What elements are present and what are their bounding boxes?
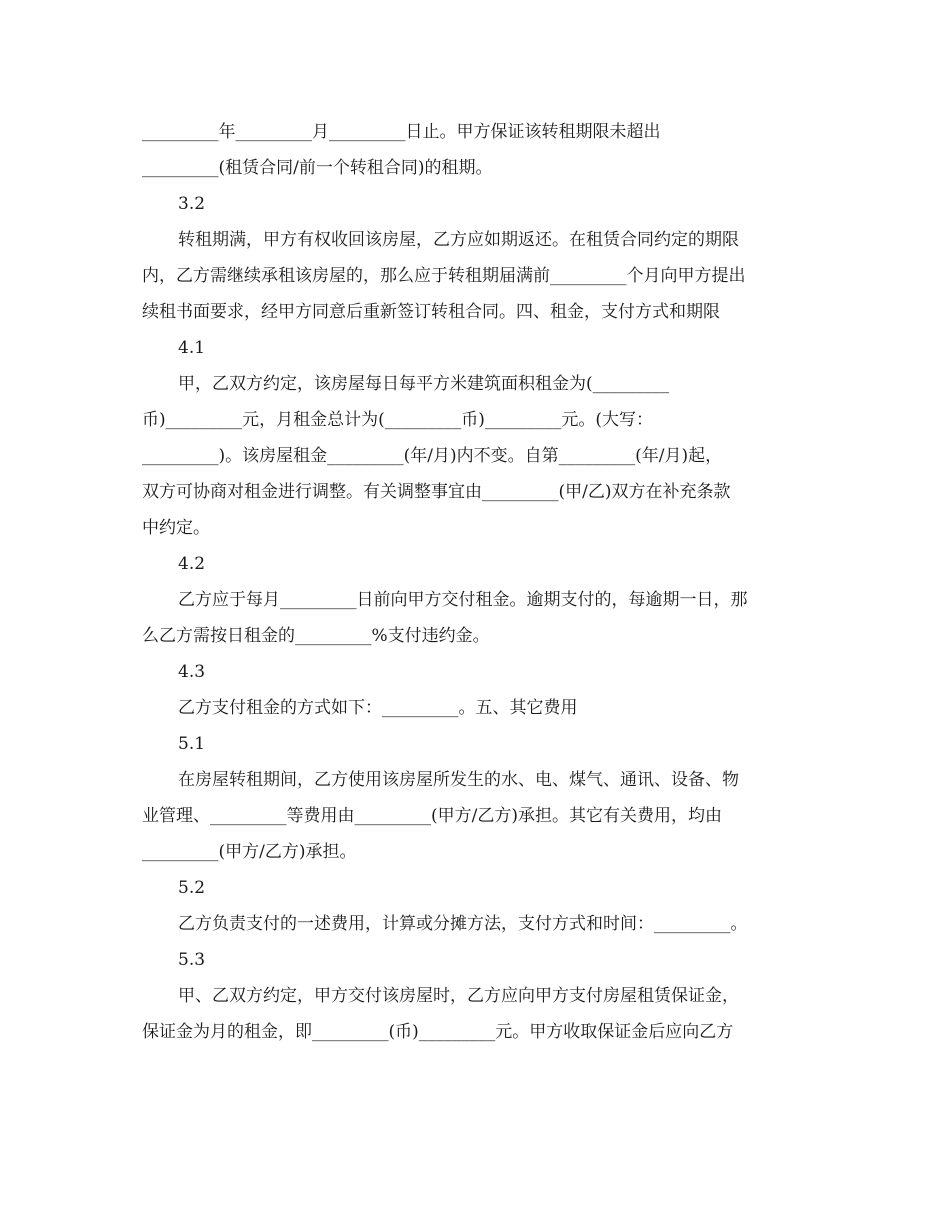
clause-number: 3.2 [178,194,206,214]
text-line: 内，乙方需继续承租该房屋的，那么应于转租期届满前_________个月向甲方提出 [142,266,746,286]
text-line: _________(租赁合同/前一个转租合同)的租期。 [142,158,493,178]
text-line: 保证金为月的租金，即_________(币)_________元。甲方收取保证金后应向乙方 [142,1022,734,1042]
clause-number: 5.1 [178,734,206,754]
text-line: 币)_________元，月租金总计为(_________币)_________元。(大写： [142,410,654,430]
text-line: 甲、乙双方约定，甲方交付该房屋时，乙方应向甲方支付房屋租赁保证金， [178,986,739,1006]
text-line: 续租书面要求，经甲方同意后重新签订转租合同。四、租金，支付方式和期限 [142,302,720,322]
text-line: 么乙方需按日租金的_________%支付违约金。 [142,626,490,646]
clause-number: 5.3 [178,950,206,970]
text-line: _________)。该房屋租金_________(年/月)内不变。自第_________(年/月)起， [142,446,723,466]
clause-number: 4.1 [178,338,206,358]
text-line: 转租期满，甲方有权收回该房屋，乙方应如期返还。在租赁合同约定的期限 [178,230,739,250]
text-line: 业管理、_________等费用由_________(甲方/乙方)承担。其它有关费用，均由 [142,806,722,826]
text-line: _________年_________月_________日止。甲方保证该转租期限未超出 [142,122,661,142]
text-line: 乙方应于每月_________日前向甲方交付租金。逾期支付的，每逾期一日，那 [178,590,748,610]
text-line: 双方可协商对租金进行调整。有关调整事宜由_________(甲/乙)双方在补充条款 [142,482,731,502]
text-line: _________(甲方/乙方)承担。 [142,842,357,862]
document-body [142,114,822,1050]
text-line: 在房屋转租期间，乙方使用该房屋所发生的水、电、煤气、通讯、设备、物 [178,770,739,790]
clause-number: 4.3 [178,662,206,682]
text-line: 甲，乙双方约定，该房屋每日每平方米建筑面积租金为(_________ [178,374,670,394]
text-line: 乙方负责支付的一述费用，计算或分摊方法，支付方式和时间：_________。 [178,914,748,934]
text-line: 中约定。 [142,518,210,538]
clause-number: 4.2 [178,554,206,574]
clause-number: 5.2 [178,878,206,898]
text-line: 乙方支付租金的方式如下：_________。五、其它费用 [178,698,578,718]
